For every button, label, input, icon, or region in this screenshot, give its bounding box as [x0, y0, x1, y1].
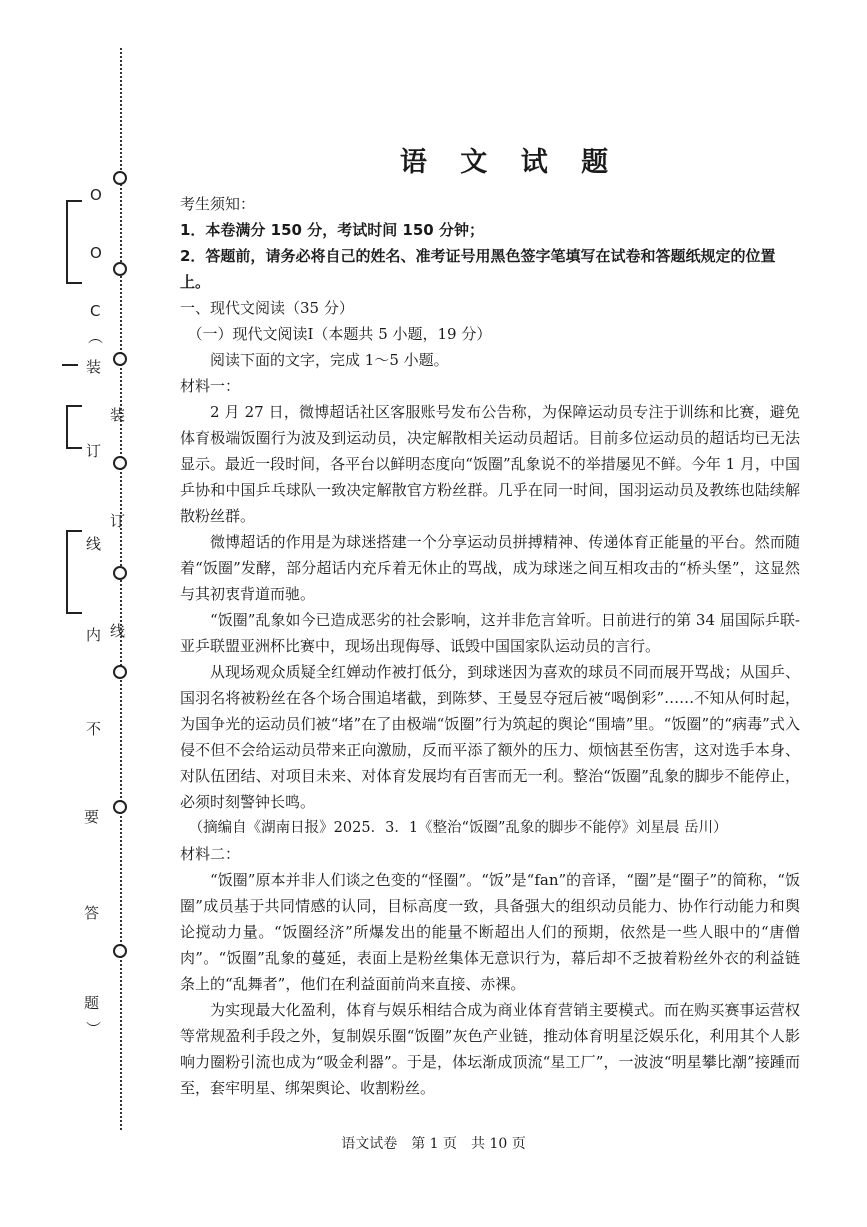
dotted-cut-line: [120, 48, 122, 1130]
paragraph: 微博超话的作用是为球迷搭建一个分享运动员拼搏精神、传递体育正能量的平台。然而随着“饭圈”发酵，部分超话内充斥着无休止的骂战，成为球迷之间互相攻击的“桥头堡”，这显然与其初衷背道而驰。: [180, 533, 800, 603]
paragraph: 为实现最大化盈利，体育与娱乐相结合成为商业体育营销主要模式。而在购买赛事运营权等常规盈利手段之外，复制娱乐圈“饭圈”灰色产业链，推动体育明星泛娱乐化，利用其个人影响力圈粉引流也成为“吸金利器”。于是，体坛渐成顶流“星工厂”，一波波“明星攀比潮”接踵而至，套牢明星、绑架舆论、收割粉丝。: [180, 1001, 800, 1097]
binding-text: 订: [110, 512, 126, 530]
binding-bracket: [66, 530, 82, 614]
paragraph: 从现场观众质疑全红婵动作被打低分，到球迷因为喜欢的球员不同而展开骂战；从国乒、国羽名将被粉丝在各个场合围追堵截，到陈梦、王曼昱夺冠后被“喝倒彩”……不知从何时起，为国争光的运动员们被“堵”在了由极端“饭圈”行为筑起的舆论“围墙”里。“饭圈”的“病毒”式入侵不但不会给运动员带来正向激励，反而平添了额外的压力、烦恼甚至伤害，这对选手本身、对队伍团结、对项目未来、对体育发展均有百害而无一利。整治“饭圈”乱象的脚步不能停止，必须时刻警钟长鸣。: [180, 663, 800, 811]
binding-text: 要: [84, 808, 100, 826]
binding-hole: [113, 262, 127, 276]
binding-text: O: [90, 186, 102, 204]
page-title: 语 文 试 题: [399, 147, 621, 178]
binding-bracket: [66, 200, 82, 284]
binding-bracket: [66, 405, 82, 449]
binding-text: 订: [86, 442, 102, 460]
binding-text: ︶: [86, 1020, 102, 1038]
binding-text: 不: [86, 720, 102, 738]
material-label: 材料二：: [180, 845, 241, 863]
paragraph: “饭圈”乱象如今已造成恶劣的社会影响，这并非危言耸听。日前进行的第 34 届国际乒联-亚乒联盟亚洲杯比赛中，现场出现侮辱、诋毁中国国家队运动员的言行。: [180, 611, 800, 655]
paragraph: “饭圈”原本并非人们谈之色变的“怪圈”。“饭”是“fan”的音译，“圈”是“圈子”的简称，“饭圈”成员基于共同情感的认同，目标高度一致，具备强大的组织动员能力、协作行动能力和舆论搅动力量。“饭圈经济”所爆发出的能量不断超出人们的预期，依然是一些人眼中的“唐僧肉”。“饭圈”乱象的蔓延，表面上是粉丝集体无意识行为，幕后却不乏披着粉丝外衣的利益链条上的“乱舞者”，他们在利益面前尚来直接、赤裸。: [180, 871, 800, 993]
binding-hole: [113, 456, 127, 470]
binding-hole: [113, 171, 127, 185]
binding-text: 题: [84, 994, 100, 1012]
binding-text: C: [90, 302, 101, 320]
binding-hole: [113, 665, 127, 679]
exam-content: [180, 140, 800, 1101]
binding-text: 线: [110, 622, 126, 640]
paragraph: 2 月 27 日，微博超话社区客服账号发布公告称，为保障运动员专注于训练和比赛，避免体育极端饭圈行为波及到运动员，决定解散相关运动员超话。目前多位运动员的超话均已无法显示。最近一段时间，各平台以鲜明态度向“饭圈”乱象说不的举措屡见不鲜。今年 1 月，中国乒协和中国乒乓球队一致决定解散官方粉丝群。几乎在同一时间，国羽运动员及教练也陆续解散粉丝群。: [180, 403, 800, 525]
notice-heading: 考生须知：: [180, 195, 256, 213]
binding-hole: [113, 800, 127, 814]
binding-text: 装: [110, 406, 126, 424]
binding-text: ︵: [88, 328, 104, 346]
binding-text: 线: [86, 535, 102, 553]
binding-text: O: [90, 244, 102, 262]
binding-hole: [113, 352, 127, 366]
page-footer: 语文试卷 第 1 页 共 10 页: [341, 1136, 526, 1152]
binding-text: 装: [86, 358, 102, 376]
binding-mark: [62, 364, 78, 366]
notice-item: 2．答题前，请务必将自己的姓名、准考证号用黑色签字笔填写在试卷和答题纸规定的位置上。: [180, 247, 776, 291]
binding-hole: [113, 566, 127, 580]
section-heading: 一、现代文阅读（35 分）: [180, 299, 354, 317]
binding-hole: [113, 944, 127, 958]
source-citation: （摘编自《湖南日报》2025．3．1《整治“饭圈”乱象的脚步不能停》刘星晨 岳川）: [188, 820, 728, 836]
subsection-heading: （一）现代文阅读Ⅰ（本题共 5 小题，19 分）: [187, 325, 492, 343]
instruction: 阅读下面的文字，完成 1～5 小题。: [210, 351, 449, 369]
binding-text: 答: [84, 904, 100, 922]
notice-item: 1．本卷满分 150 分，考试时间 150 分钟；: [180, 221, 484, 239]
binding-text: 内: [86, 626, 102, 644]
material-label: 材料一：: [180, 377, 241, 395]
binding-margin: [0, 0, 160, 1227]
